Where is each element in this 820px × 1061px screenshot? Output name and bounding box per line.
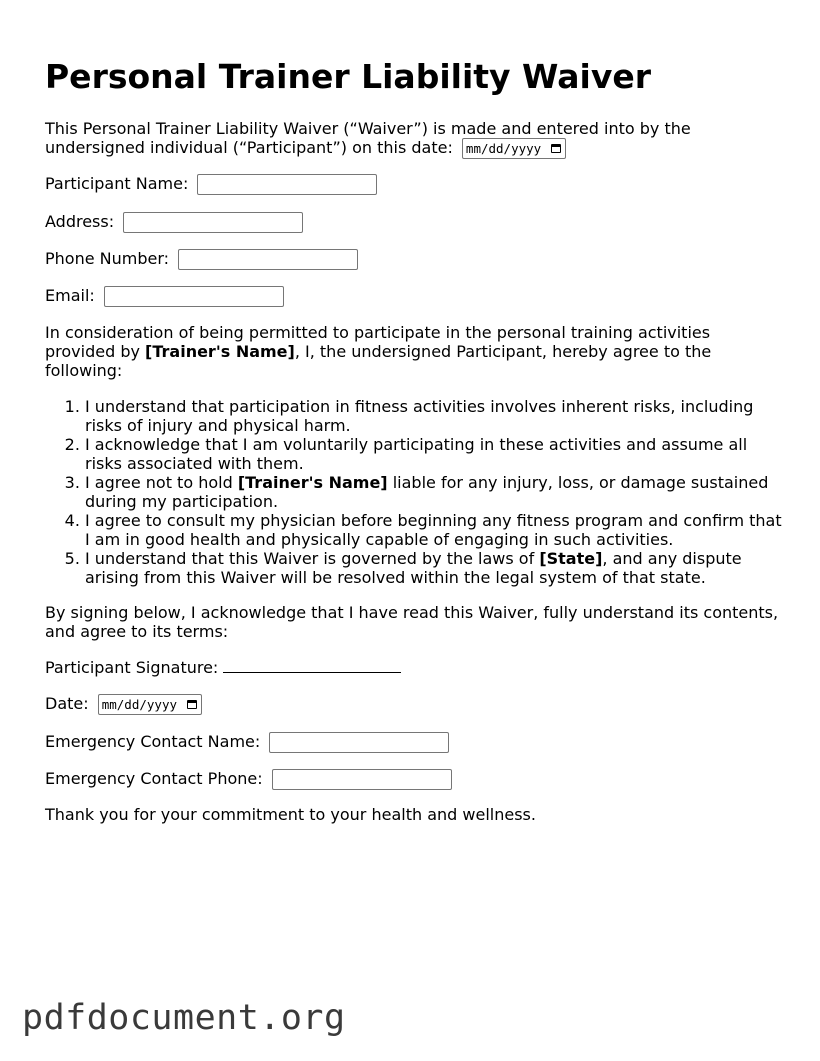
consideration-text-end: , I, the undersigned Participant, hereby agree to the following: — [45, 342, 712, 380]
phone-label: Phone Number: — [45, 249, 170, 268]
participant-name-input[interactable] — [197, 174, 377, 195]
agreement-list — [45, 397, 785, 587]
date-label: Date: — [45, 694, 89, 713]
participant-name-row — [45, 173, 377, 195]
trainer-name-placeholder: [Trainer's Name] — [237, 473, 388, 492]
address-row — [45, 211, 303, 233]
signature-row — [45, 657, 401, 679]
agreement-item — [85, 473, 785, 511]
consideration-text-start: In consideration of being permitted to participate in the personal training activities provided by — [45, 323, 711, 361]
address-label: Address: — [45, 212, 115, 231]
emergency-phone-label: Emergency Contact Phone: — [45, 769, 263, 788]
phone-row — [45, 248, 358, 270]
calendar-icon[interactable] — [187, 700, 197, 709]
email-row — [45, 285, 284, 307]
thank-you-text: Thank you for your commitment to your health and wellness. — [45, 805, 536, 824]
agreement-item-text: I agree not to hold — [85, 473, 238, 492]
participant-name-label: Participant Name: — [45, 174, 189, 193]
agreement-item-text: I agree to consult my physician before beginning any fitness program and confirm that I am in good health and physically capable of engaging in such activities. — [85, 511, 782, 549]
emergency-phone-row — [45, 768, 452, 790]
signing-paragraph: By signing below, I acknowledge that I have read this Waiver, fully understand its contents, and agree to its terms: — [45, 603, 779, 641]
agreement-item — [85, 511, 785, 549]
state-placeholder: [State] — [539, 549, 603, 568]
watermark: pdfdocument.org — [22, 998, 346, 1038]
phone-input[interactable] — [178, 249, 358, 270]
agreement-item-text: I understand that participation in fitness activities involves inherent risks, including risks of injury and physical harm. — [85, 397, 754, 435]
signature-date-input[interactable] — [98, 694, 202, 715]
agreement-item — [85, 397, 785, 435]
email-input[interactable] — [104, 286, 284, 307]
date-row — [45, 693, 202, 715]
waiver-date-input[interactable] — [462, 138, 566, 159]
date-placeholder: mm/dd/yyyy — [465, 141, 542, 156]
agreement-item-text: I understand that this Waiver is governed by the laws of — [85, 549, 540, 568]
intro-paragraph — [45, 119, 785, 159]
emergency-name-label: Emergency Contact Name: — [45, 732, 261, 751]
emergency-phone-input[interactable] — [272, 769, 452, 790]
agreement-item-text: I acknowledge that I am voluntarily participating in these activities and assume all risks associated with them. — [85, 435, 748, 473]
agreement-item-text: , and any dispute arising from this Waiver will be resolved within the legal system of that state. — [85, 549, 742, 587]
page-title: Personal Trainer Liability Waiver — [45, 57, 652, 96]
emergency-name-input[interactable] — [269, 732, 449, 753]
consideration-paragraph — [45, 323, 785, 380]
agreement-item — [85, 549, 785, 587]
email-label: Email: — [45, 286, 95, 305]
date-placeholder: mm/dd/yyyy — [101, 696, 177, 712]
agreement-item — [85, 435, 785, 473]
calendar-icon[interactable] — [551, 144, 561, 153]
address-input[interactable] — [123, 212, 303, 233]
signature-label: Participant Signature: — [45, 658, 219, 677]
trainer-name-placeholder: [Trainer's Name] — [145, 342, 295, 361]
intro-text: This Personal Trainer Liability Waiver (“Waiver”) is made and entered into by the undersigned individual (“Participant”) on this date: — [45, 119, 691, 157]
signature-line[interactable] — [223, 658, 401, 673]
agreement-item-text: liable for any injury, loss, or damage sustained during my participation. — [85, 473, 769, 511]
emergency-name-row — [45, 731, 449, 753]
